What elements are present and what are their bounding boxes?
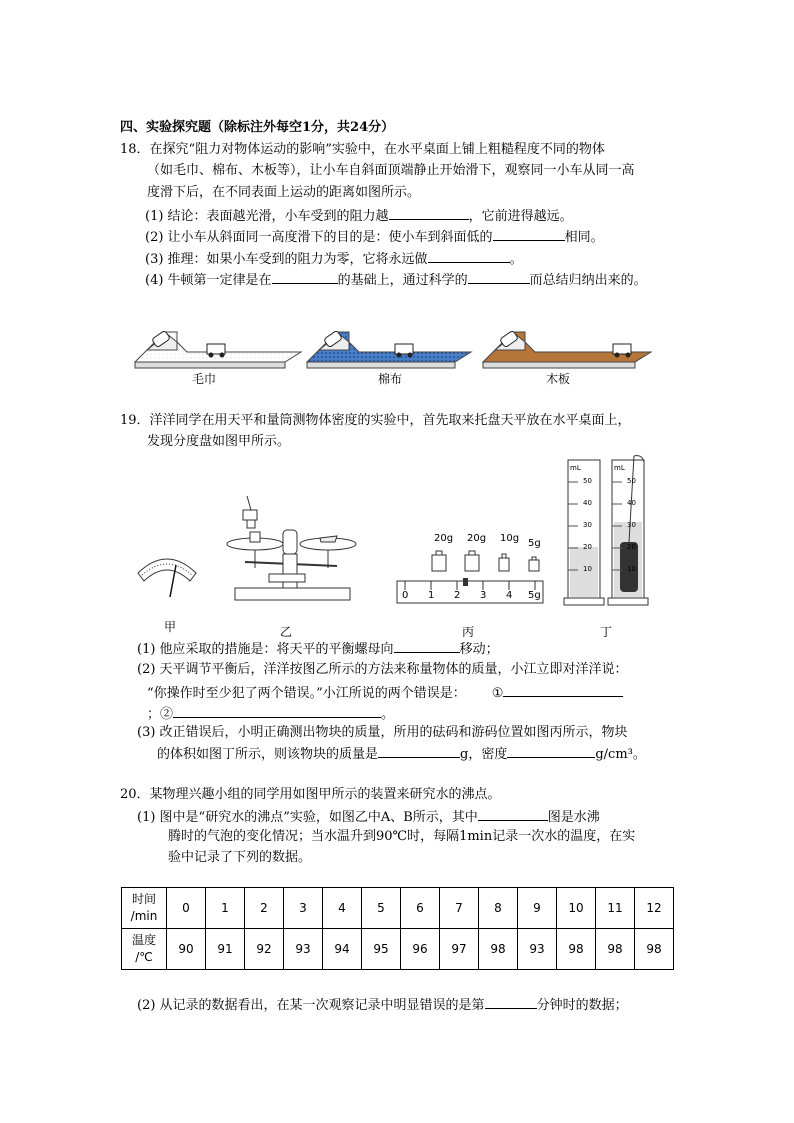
- table-header-temp: 温度 /℃: [122, 929, 167, 970]
- cyl-tick: 40: [627, 499, 636, 507]
- fig-yi-label: 乙: [280, 625, 293, 639]
- label-towel: 毛巾: [192, 372, 217, 386]
- fig-jia-dial: [132, 545, 202, 605]
- table-cell: 98: [479, 929, 518, 970]
- table-cell: 91: [206, 929, 245, 970]
- q18-blank3[interactable]: [428, 250, 510, 263]
- q19-part3: (3) 改正错误后，小明正确测出物块的质量，所用的砝码和游码位置如图丙所示，物块: [137, 725, 628, 740]
- cyl-tick: 10: [583, 565, 592, 573]
- q18-blank1[interactable]: [389, 207, 469, 220]
- weight-icon: [529, 557, 539, 571]
- q18-part2: (2) 让小车从斜面同一高度滑下的目的是：使小车到斜面低的 相同。: [145, 230, 604, 245]
- q18-blank2[interactable]: [493, 228, 565, 241]
- cyl-unit: mL: [570, 464, 581, 472]
- q19-part2c: ；② 。: [147, 707, 395, 722]
- q18-part4: (4) 牛顿第一定律是在 的基础上，通过科学的 而总结归纳出来的。: [145, 273, 647, 288]
- q20-part1b: 腾时的气泡的变化情况；当水温升到90℃时，每隔1min记录一次水的温度，在实: [168, 829, 636, 844]
- q19-part1: (1) 他应采取的措施是：将天平的平衡螺母向 移动；: [137, 642, 499, 657]
- fig-ding: [562, 452, 657, 608]
- q19-blank4[interactable]: [378, 745, 460, 758]
- weight-icon: [465, 551, 479, 571]
- q19-blank1[interactable]: [394, 640, 460, 653]
- q19-line2: 发现分度盘如图甲所示。: [147, 434, 291, 449]
- q19-line1: 19．洋洋同学在用天平和量筒测物体密度的实验中，首先取来托盘天平放在水平桌面上，: [120, 413, 631, 428]
- table-row: [122, 888, 674, 929]
- q18-part1: (1) 结论：表面越光滑，小车受到的阻力越 ，它前进得越远。: [145, 209, 573, 224]
- table-cell: 0: [167, 888, 206, 929]
- cyl-unit: mL: [614, 464, 625, 472]
- table-cell: 93: [518, 929, 557, 970]
- q18-line3: 度滑下后，在不同表面上运动的距离如图所示。: [147, 185, 421, 200]
- q18-blank5[interactable]: [468, 271, 530, 284]
- table-cell: 90: [167, 929, 206, 970]
- cyl-tick: 10: [627, 565, 636, 573]
- q19-blank3[interactable]: [173, 705, 381, 718]
- q18-line2: （如毛巾、棉布、木板等），让小车自斜面顶端静止开始滑下，观察同一小车从同一高: [147, 163, 635, 178]
- label-wood: 木板: [546, 372, 571, 386]
- cyl-tick: 50: [627, 477, 636, 485]
- table-cell: 9: [518, 888, 557, 929]
- ruler-tick: 5g: [528, 590, 541, 601]
- cyl-tick: 20: [583, 543, 592, 551]
- q19-blank5[interactable]: [507, 745, 595, 758]
- ruler-tick: 1: [428, 590, 435, 601]
- table-cell: 98: [635, 929, 674, 970]
- weight-label: 20g: [434, 533, 454, 544]
- q19-part2b: “你操作时至少犯了两个错误。”小江所说的两个错误是： ①: [147, 684, 623, 702]
- table-cell: 11: [596, 888, 635, 929]
- fig-bing-label: 丙: [462, 625, 475, 639]
- weight-icon: [432, 551, 446, 571]
- table-cell: 92: [245, 929, 284, 970]
- weight-label: 20g: [467, 533, 487, 544]
- weight-label: 10g: [500, 533, 520, 544]
- table-cell: 3: [284, 888, 323, 929]
- table-row: [122, 929, 674, 970]
- q18-line1: 18．在探究“阻力对物体运动的影响”实验中，在水平桌面上铺上粗糙程度不同的物体: [120, 142, 605, 157]
- table-cell: 5: [362, 888, 401, 929]
- fig-jia-label: 甲: [164, 620, 177, 634]
- table-cell: 97: [440, 929, 479, 970]
- cyl-tick: 50: [583, 477, 592, 485]
- label-cotton: 棉布: [378, 372, 403, 386]
- fig-yi-balance: [225, 492, 360, 607]
- q20-part1c: 验中记录了下列的数据。: [168, 850, 312, 865]
- table-cell: 2: [245, 888, 284, 929]
- ruler-tick: 4: [506, 590, 513, 601]
- table-cell: 8: [479, 888, 518, 929]
- table-cell: 98: [557, 929, 596, 970]
- fig-ding-label: 丁: [600, 625, 613, 639]
- table-cell: 98: [596, 929, 635, 970]
- table-cell: 96: [401, 929, 440, 970]
- table-cell: 12: [635, 888, 674, 929]
- table-cell: 95: [362, 929, 401, 970]
- cotton-setup: [307, 330, 471, 368]
- q20-blank1[interactable]: [478, 808, 548, 821]
- section-title: 四、实验探究题（除标注外每空1分，共24分）: [120, 120, 395, 135]
- table-cell: 6: [401, 888, 440, 929]
- table-cell: 93: [284, 929, 323, 970]
- q19-blank2[interactable]: [503, 684, 623, 697]
- cyl-tick: 30: [583, 521, 592, 529]
- q20-blank2[interactable]: [485, 996, 537, 1009]
- q20-part1: (1) 图中是“研究水的沸点”实验，如图乙中A、B所示，其中 图是水沸: [137, 810, 600, 825]
- temperature-table: [121, 887, 674, 970]
- table-cell: 10: [557, 888, 596, 929]
- cyl-tick: 30: [627, 521, 636, 529]
- wood-setup: [483, 330, 651, 368]
- rider: [463, 578, 468, 586]
- cyl-tick: 40: [583, 499, 592, 507]
- q19-part3b: 的体积如图丁所示，则该物块的质量是 g，密度 g/cm³。: [157, 747, 646, 762]
- towel-setup: [135, 330, 301, 368]
- table-header-time: 时间 /min: [122, 888, 167, 929]
- weight-label: 5g: [528, 538, 541, 549]
- table-cell: 94: [323, 929, 362, 970]
- q20-line1: 20．某物理兴趣小组的同学用如图甲所示的装置来研究水的沸点。: [120, 787, 501, 802]
- cyl-tick: 20: [627, 543, 636, 551]
- q18-blank4[interactable]: [272, 271, 338, 284]
- ruler-tick: 2: [454, 590, 461, 601]
- table-cell: 7: [440, 888, 479, 929]
- fig-bing: [395, 548, 545, 608]
- q19-part2: (2) 天平调节平衡后，洋洋按图乙所示的方法来称量物体的质量，小江立即对洋洋说：: [137, 662, 628, 677]
- weight-icon: [499, 554, 509, 571]
- table-cell: 4: [323, 888, 362, 929]
- q20-part2: (2) 从记录的数据看出，在某一次观察记录中明显错误的是第 分钟时的数据；: [137, 998, 628, 1013]
- q18-part3: (3) 推理：如果小车受到的阻力为零，它将永远做 。: [145, 252, 523, 267]
- ruler-tick: 3: [480, 590, 487, 601]
- table-cell: 1: [206, 888, 245, 929]
- ruler-tick: 0: [402, 590, 409, 601]
